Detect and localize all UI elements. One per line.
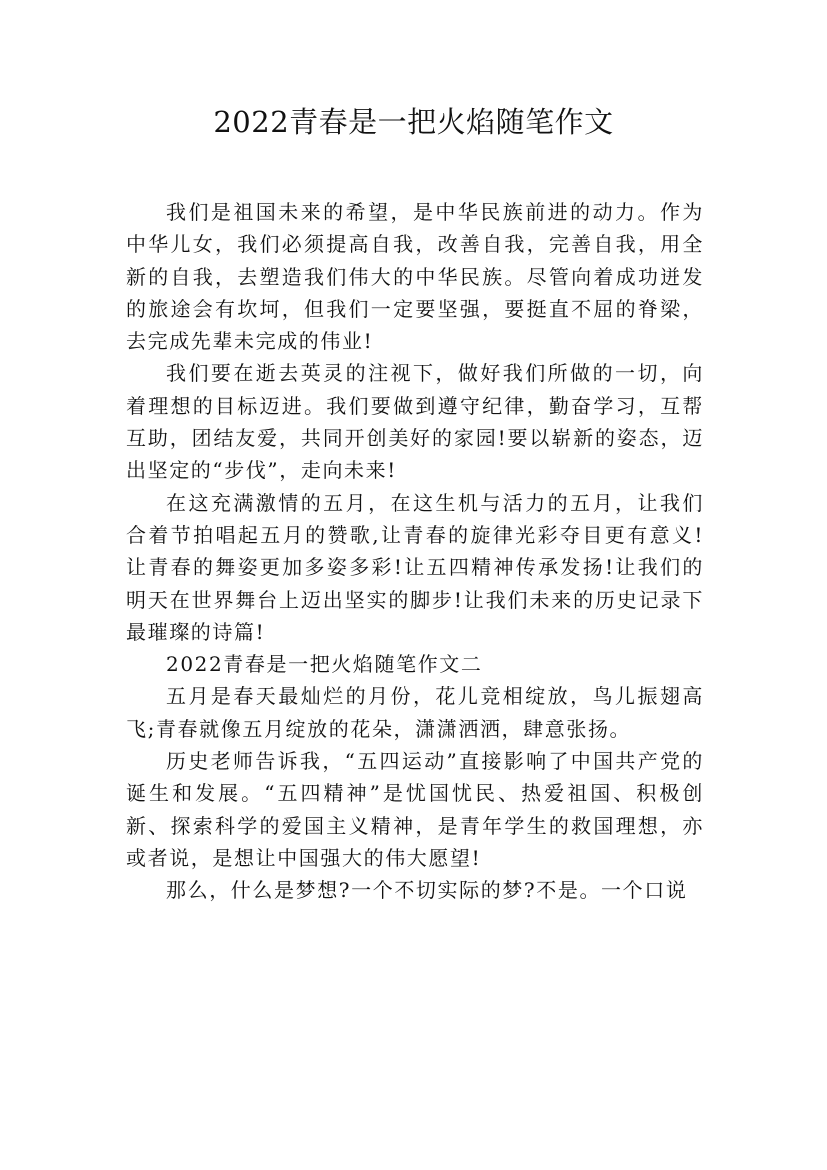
paragraph: 我们要在逝去英灵的注视下，做好我们所做的一切，向着理想的目标迈进。我们要做到遵守纪律，勤奋学习，互帮互助，团结友爱，共同开创美好的家园!要以崭新的姿态，迈出坚定的“步伐”，走向未来!	[126, 361, 704, 483]
section-heading: 2022青春是一把火焰随笔作文二	[166, 652, 483, 677]
paragraph: 那么，什么是梦想?一个不切实际的梦?不是。一个口说	[166, 878, 688, 903]
document-title: 2022青春是一把火焰随笔作文	[213, 105, 614, 139]
paragraph: 历史老师告诉我，“五四运动”直接影响了中国共产党的诞生和发展。“五四精神”是忧国忧民、热爱祖国、积极创新、探索科学的爱国主义精神，是青年学生的救国理想，亦或者说，是想让中国强大的伟大愿望!	[126, 749, 704, 870]
paragraph: 五月是春天最灿烂的月份，花儿竞相绽放，鸟儿振翅高飞;青春就像五月绽放的花朵，潇潇洒洒，肆意张扬。	[126, 684, 704, 741]
document-body	[126, 196, 704, 907]
paragraph: 我们是祖国未来的希望，是中华民族前进的动力。作为中华儿女，我们必须提高自我，改善自我，完善自我，用全新的自我，去塑造我们伟大的中华民族。尽管向着成功迸发的旅途会有坎坷，但我们一定要坚强，要挺直不屈的脊梁，去完成先辈未完成的伟业!	[126, 200, 704, 354]
paragraph: 在这充满激情的五月，在这生机与活力的五月，让我们合着节拍唱起五月的赞歌,让青春的旋律光彩夺目更有意义!让青春的舞姿更加多姿多彩!让五四精神传承发扬!让我们的明天在世界舞台上迈出坚实的脚步!让我们未来的历史记录下最璀璨的诗篇!	[126, 490, 704, 644]
